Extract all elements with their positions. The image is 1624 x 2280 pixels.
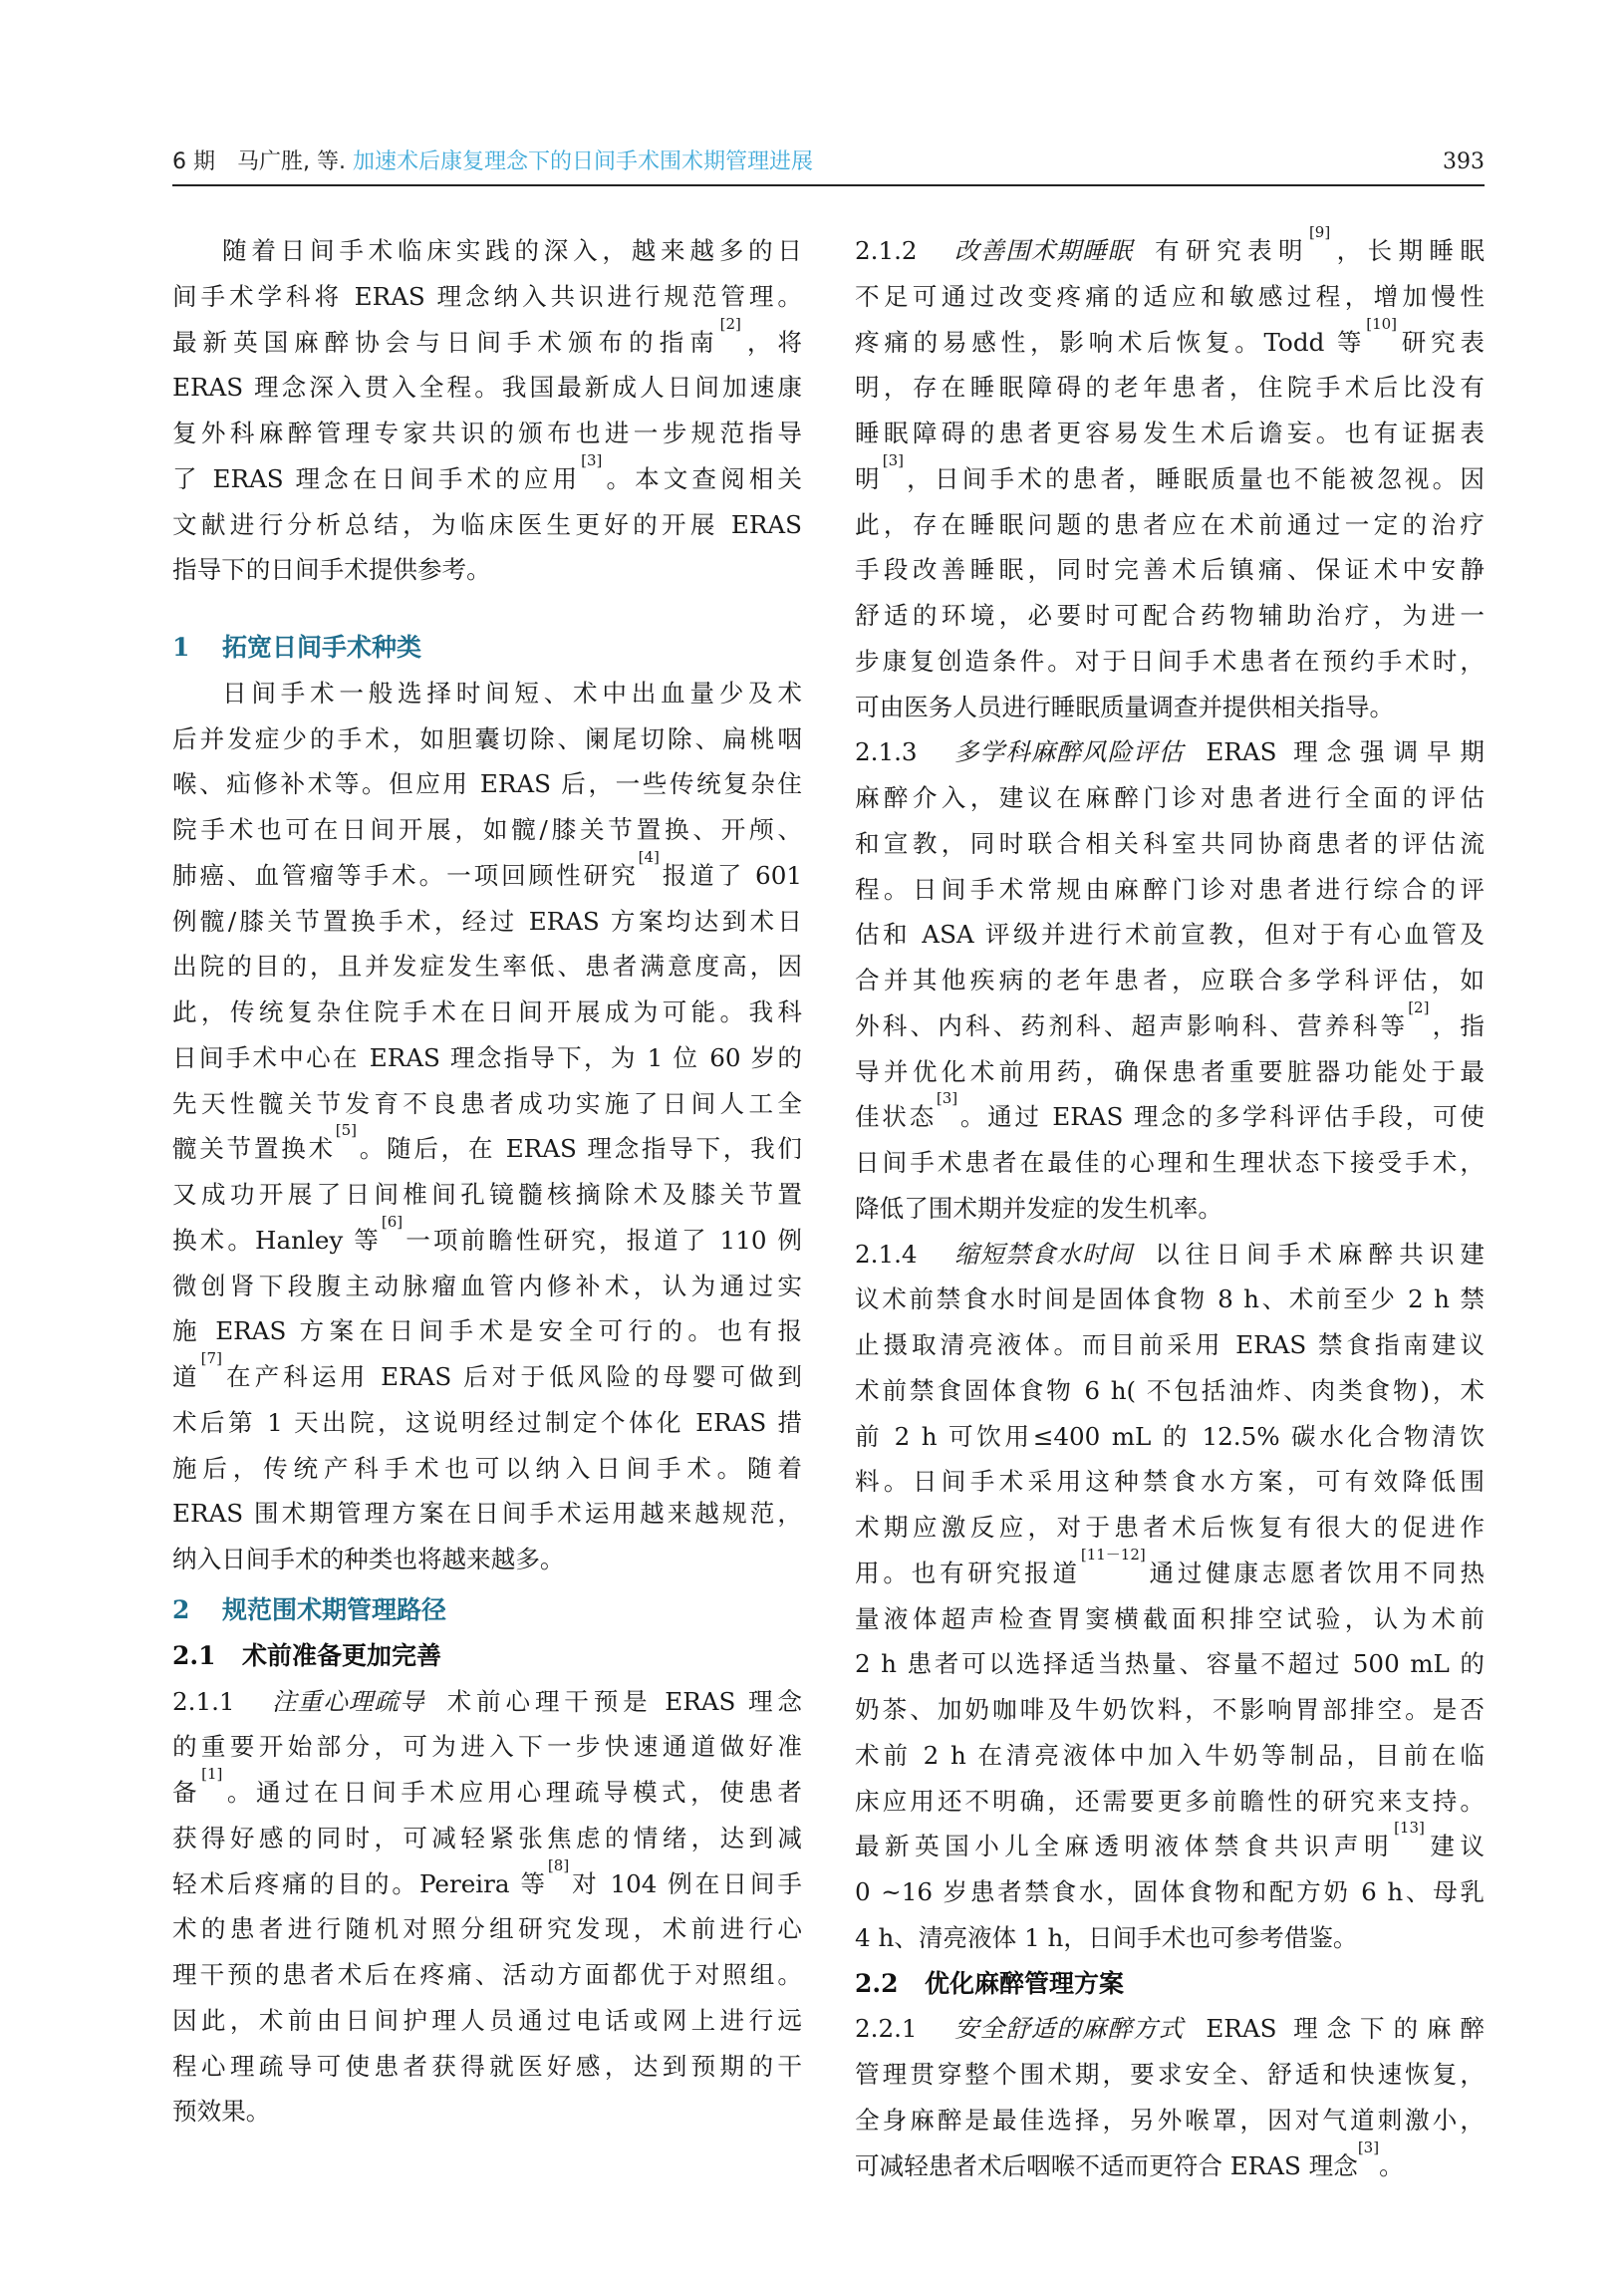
text-line [172,1682,802,1722]
citation-ref: [1] [201,1765,223,1783]
subsection-number: 2.2 [855,1968,899,1998]
text-segment: 。通过在日间手术应用心理疏导模式，使患者 [222,1778,802,1807]
text-line: 0 ~16 岁患者禁食水，固体食物和配方奶 6 h、母乳 [855,1877,1485,1906]
text-line [855,1235,1485,1275]
text-line [172,1765,802,1813]
subsection-number: 2.1.3 [855,737,918,767]
subsection-number: 2.1.4 [855,1239,918,1269]
text-line: 文献进行分析总结，为临床医生更好的开展 ERAS [172,509,802,539]
text-segment: 一项前瞻性研究，报道了 110 例 [403,1225,802,1255]
text-line: 后并发症少的手术，如胆囊切除、阑尾切除、扁桃咽 [172,723,802,753]
text-line [855,1545,1485,1593]
text-segment: 外科、内科、药剂科、超声影响科、营养科等 [855,1010,1409,1040]
text-line [172,314,802,363]
text-line: 日间手术一般选择时间短、术中出血量少及术 [222,678,802,708]
text-segment: 建议 [1424,1832,1485,1861]
text-line: ERAS 围术期管理方案在日间手术运用越来越规范， [172,1499,802,1529]
text-line: 4 h、清亮液体 1 h，日间手术也可参考借鉴。 [855,1922,1358,1952]
text-line: 前 2 h 可饮用≤400 mL 的 12.5% 碳水化合物清饮 [855,1421,1485,1451]
text-segment: 轻术后疼痛的目的。Pereira 等 [172,1868,548,1898]
subsection-number: 2.1.1 [172,1686,235,1716]
page-number: 393 [1443,149,1485,174]
text-line: 随着日间手术临床实践的深入，越来越多的日 [222,236,802,265]
section-number: 2 [172,1595,190,1624]
text-line [172,1121,802,1169]
text-segment: 疼痛的易感性，影响术后恢复。Todd 等 [855,327,1367,357]
text-line: 不足可通过改变疼痛的适应和敏感过程，增加慢性 [855,281,1485,311]
text-segment: 最新英国麻醉协会与日间手术颁布的指南 [172,327,720,357]
text-line: 术后第 1 天出院，这说明经过制定个体化 ERAS 措 [172,1407,802,1437]
text-line: 估和 ASA 评级并进行术前宣教，但对于有心血管及 [855,920,1485,950]
text-line: 获得好感的同时，可减轻紧张焦虑的情绪，达到减 [172,1823,802,1852]
text-line: 出院的目的，且并发症发生率低、患者满意度高，因 [172,952,802,982]
text-line: 喉、疝修补术等。但应用 ERAS 后，一些传统复杂住 [172,769,802,799]
text-line: 指导下的日间手术提供参考。 [172,555,491,585]
text-line [855,1819,1485,1866]
text-line [855,223,1485,271]
text-line: 先天性髋关节发育不良患者成功实施了日间人工全 [172,1088,802,1118]
text-line: 导并优化术前用药，确保患者重要脏器功能处于最 [855,1056,1485,1086]
text-line: 日间手术中心在 ERAS 理念指导下，为 1 位 60 岁的 [172,1042,802,1072]
text-segment: 。 [1379,2150,1404,2180]
subsection-lead-text [1155,223,1485,271]
citation-ref: [2] [1408,998,1430,1016]
text-line: 日间手术患者在最佳的心理和生理状态下接受手术， [855,1148,1485,1177]
citation-ref: [10] [1366,314,1398,333]
text-line: 步康复创造条件。对于日间手术患者在预约手术时， [855,646,1485,676]
text-segment: 最新英国小儿全麻透明液体禁食共识声明 [855,1832,1395,1861]
text-line: 预效果。 [172,2097,271,2127]
subsection-number: 2.1 [172,1640,216,1670]
text-segment: 可减轻患者术后咽喉不适而更符合 ERAS 理念 [855,2150,1358,2180]
citation-ref: [3] [882,450,905,469]
text-segment: 。随后，在 ERAS 理念指导下，我们 [357,1134,802,1164]
text-line: 麻醉介入，建议在麻醉门诊对患者进行全面的评估 [855,783,1485,812]
section-title: 拓宽日间手术种类 [222,633,422,662]
text-line [855,2009,1485,2049]
text-line: 床应用还不明确，还需要更多前瞻性的研究来支持。 [855,1786,1485,1816]
text-line: 明，存在睡眠障碍的老年患者，住院手术后比没有 [855,373,1485,403]
subsection-title: 术前准备更加完善 [242,1640,442,1670]
citation-ref: [3] [936,1089,958,1108]
text-segment: 通过健康志愿者饮用不同热 [1145,1558,1485,1587]
text-line [172,1212,802,1261]
text-line: 议术前禁食水时间是固体食物 8 h、术前至少 2 h 禁 [855,1284,1485,1314]
citation-ref: [2] [719,314,741,333]
text-segment: ，指 [1429,1010,1485,1040]
section-heading [172,628,421,668]
subsection-heading [855,1964,1124,2004]
section-title: 规范围术期管理路径 [222,1595,447,1624]
text-line: ERAS 理念深入贯入全程。我国最新成人日间加速康 [172,373,802,403]
text-line: 例髋/膝关节置换手术，经过 ERAS 方案均达到术日 [172,906,802,936]
text-line: 降低了围术期并发症的发生机率。 [855,1193,1222,1223]
text-line: 手段改善睡眠，同时完善术后镇痛、保证术中安静 [855,555,1485,585]
text-line: 理干预的患者术后在疼痛、活动方面都优于对照组。 [172,1960,802,1989]
text-segment: 有研究表明 [1155,236,1309,265]
subsection-title: 改善围术期睡眠 [954,236,1134,265]
text-line: 程。日间手术常规由麻醉门诊对患者进行综合的评 [855,874,1485,904]
text-segment: 。通过 ERAS 理念的多学科评估手段，可使 [957,1102,1485,1132]
text-segment: 了 ERAS 理念在日间手术的应用 [172,463,582,493]
text-segment: 明 [855,463,883,493]
subsection-lead-text: ERAS 理念下的麻醉 [1206,2014,1485,2044]
text-line: 术的患者进行随机对照分组研究发现，术前进行心 [172,1914,802,1944]
issue-number: 6 期 [172,149,215,174]
text-segment: ，长期睡眠 [1330,236,1485,265]
citation-ref: [5] [335,1121,358,1140]
text-segment: 备 [172,1778,202,1807]
text-segment: 研究表 [1397,327,1485,357]
citation-ref: [13] [1394,1819,1425,1838]
text-line: 奶茶、加奶咖啡及牛奶饮料，不影响胃部排空。是否 [855,1695,1485,1724]
text-line: 院手术也可在日间开展，如髋/膝关节置换、开颅、 [172,815,802,844]
text-line: 间手术学科将 ERAS 理念纳入共识进行规范管理。 [172,281,802,311]
text-line [855,1089,1485,1137]
text-segment: 佳状态 [855,1102,937,1132]
subsection-lead-text: 以往日间手术麻醉共识建 [1155,1239,1485,1269]
text-segment: ，将 [740,327,802,357]
text-line [855,2138,1485,2186]
citation-ref: [3] [1357,2138,1380,2156]
section-number: 1 [172,633,190,662]
text-segment: 肺癌、血管瘤等手术。一项回顾性研究 [172,860,639,890]
text-line: 施后，传统产科手术也可以纳入日间手术。随着 [172,1453,802,1483]
subsection-title: 缩短禁食水时间 [954,1239,1134,1269]
text-segment: ，日间手术的患者，睡眠质量也不能被忽视。因 [904,463,1485,493]
citation-ref: [4] [638,847,660,866]
text-line: 微创肾下段腹主动脉瘤血管内修补术，认为通过实 [172,1271,802,1300]
citation-ref: [3] [581,450,603,469]
subsection-number: 2.2.1 [855,2014,918,2044]
subsection-title: 多学科麻醉风险评估 [954,737,1185,767]
text-line: 术前禁食固体食物 6 h( 不包括油炸、肉类食物)，术 [855,1375,1485,1405]
text-line: 止摄取清亮液体。而目前采用 ERAS 禁食指南建议 [855,1330,1485,1359]
text-segment: 。本文查阅相关 [602,463,802,493]
text-line [855,732,1485,772]
text-line: 和宣教，同时联合相关科室共同协商患者的评估流 [855,828,1485,858]
text-line: 2 h 患者可以选择适当热量、容量不超过 500 mL 的 [855,1649,1485,1679]
citation-ref: [11－12] [1080,1545,1146,1564]
text-line [855,314,1485,363]
text-line: 管理贯穿整个围术期，要求安全、舒适和快速恢复， [855,2060,1485,2089]
text-line [172,1349,802,1397]
text-segment: 道 [172,1362,201,1391]
section-heading [172,1590,446,1630]
text-line: 料。日间手术采用这种禁食水方案，可有效降低围 [855,1467,1485,1497]
citation-ref: [6] [381,1212,404,1231]
text-line: 程心理疏导可使患者获得就医好感，达到预期的干 [172,2051,802,2081]
text-line: 合并其他疾病的老年患者，应联合多学科评估，如 [855,966,1485,995]
text-line: 全身麻醉是最佳选择，另外喉罩，因对气道刺激小， [855,2105,1485,2135]
text-line: 又成功开展了日间椎间孔镜髓核摘除术及膝关节置 [172,1180,802,1209]
running-header [172,145,1485,179]
subsection-heading [172,1636,441,1676]
text-line: 的重要开始部分，可为进入下一步快速通道做好准 [172,1732,802,1762]
text-line: 纳入日间手术的种类也将越来越多。 [172,1545,565,1573]
subsection-title: 优化麻醉管理方案 [925,1968,1125,1998]
subsection-title: 安全舒适的麻醉方式 [954,2014,1185,2044]
subsection-number: 2.1.2 [855,236,918,265]
citation-ref: [9] [1308,223,1331,241]
text-line: 此，传统复杂住院手术在日间开展成为可能。我科 [172,998,802,1026]
running-authors [237,145,813,179]
text-line: 此，存在睡眠问题的患者应在术前通过一定的治疗 [855,509,1485,539]
subsection-lead-text: 术前心理干预是 ERAS 理念 [446,1686,802,1716]
text-line: 施 ERAS 方案在日间手术是安全可行的。也有报 [172,1316,802,1346]
running-title: 加速术后康复理念下的日间手术围术期管理进展 [352,149,813,174]
text-segment: 报道了 601 [659,860,802,890]
subsection-lead-text: ERAS 理念强调早期 [1206,737,1485,767]
text-line [855,450,1485,499]
subsection-title: 注重心理疏导 [272,1686,425,1716]
text-line: 因此，术前由日间护理人员通过电话或网上进行远 [172,2005,802,2035]
text-line: 可由医务人员进行睡眠质量调查并提供相关指导。 [855,692,1395,721]
text-line: 舒适的环境，必要时可配合药物辅助治疗，为进一 [855,601,1485,630]
text-line: 术期应激反应，对于患者术后恢复有很大的促进作 [855,1513,1485,1542]
text-line: 术前 2 h 在清亮液体中加入牛奶等制品，目前在临 [855,1740,1485,1770]
text-segment: 髋关节置换术 [172,1134,336,1164]
text-line [172,847,802,896]
authors-text: 马广胜, 等. [237,149,346,174]
citation-ref: [8] [547,1855,570,1874]
text-line [855,998,1485,1046]
text-segment: 换术。Hanley 等 [172,1225,382,1255]
text-segment: 在产科运用 ERAS 后对于低风险的母婴可做到 [221,1362,802,1391]
text-line: 量液体超声检查胃窦横截面积排空试验，认为术前 [855,1603,1485,1633]
text-line: 复外科麻醉管理专家共识的颁布也进一步规范指导 [172,419,802,447]
text-line [172,450,802,499]
text-line [172,1855,802,1904]
text-segment: 用。也有研究报道 [855,1558,1081,1587]
text-line: 睡眠障碍的患者更容易发生术后谵妄。也有证据表 [855,419,1485,447]
text-segment: 对 104 例在日间手 [569,1868,802,1898]
header-rule [172,184,1485,186]
citation-ref: [7] [200,1349,222,1367]
